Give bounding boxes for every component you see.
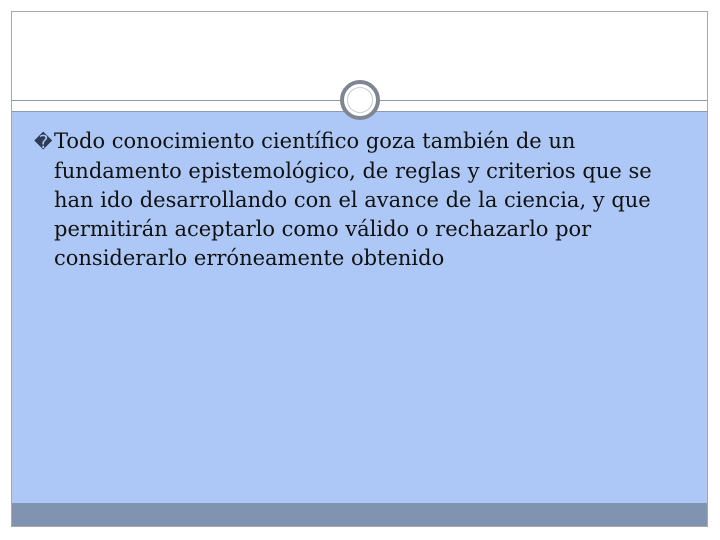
slide-content [34,127,694,273]
circle-ring-icon [340,80,380,120]
bullet-icon: � [34,132,53,153]
bullet-text: Todo conocimiento científico goza también de un fundamento epistemológico, de reglas y criterios que se han ido desarrollando con el avance de la ciencia, y que permitirán aceptarlo como válido o rechazarlo por considerarlo erróneamente obtenido [54,129,652,270]
slide-footer-band [12,503,707,527]
slide [11,11,708,527]
bullet-paragraph [34,127,694,273]
